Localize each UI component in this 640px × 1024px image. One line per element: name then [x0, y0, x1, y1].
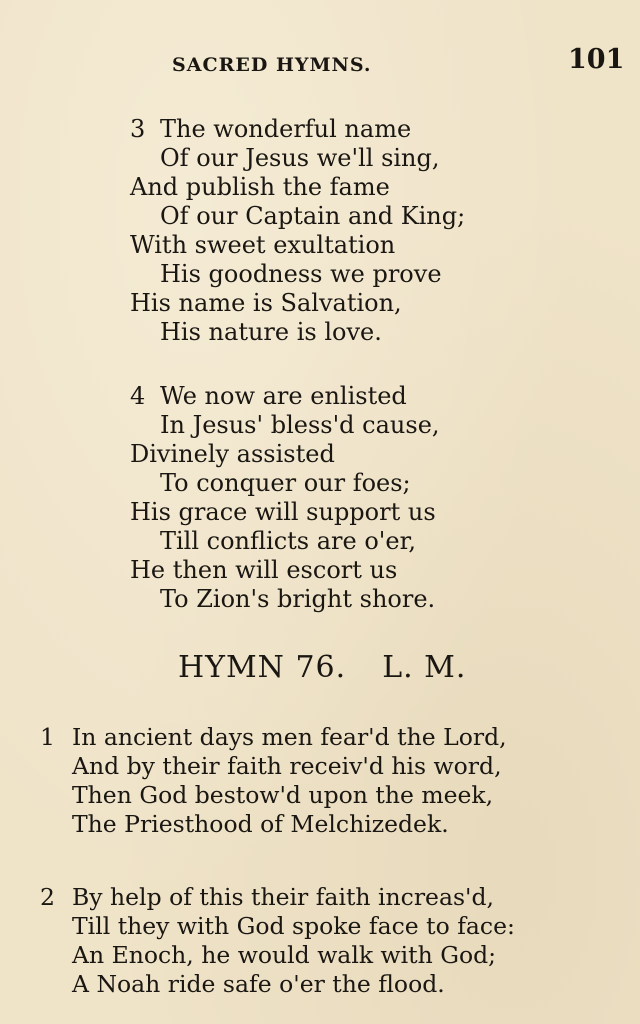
- verse-line: Of our Captain and King;: [160, 202, 466, 230]
- hymn-title: HYMN 76.: [178, 650, 347, 685]
- stanza-number: 4: [130, 382, 146, 410]
- running-title: SACRED HYMNS.: [172, 54, 372, 76]
- line-text: We now are enlisted: [160, 382, 407, 410]
- verse-line: He then will escort us: [130, 556, 398, 584]
- running-head: [0, 44, 640, 82]
- verse-line: In Jesus' bless'd cause,: [160, 411, 440, 439]
- verse-line: Till conflicts are o'er,: [160, 527, 417, 555]
- line-text: By help of this their faith increas'd,: [72, 883, 495, 911]
- stanza-number: 3: [130, 115, 146, 143]
- hymn-stanza-1: [40, 723, 507, 839]
- verse-line: And publish the fame: [130, 173, 390, 201]
- stanza-number: 2: [40, 883, 55, 911]
- verse-line: To conquer our foes;: [160, 469, 411, 497]
- verse-line: His goodness we prove: [160, 260, 442, 288]
- line-text: The wonderful name: [160, 115, 412, 143]
- verse-line: With sweet exultation: [130, 231, 396, 259]
- verse-line: His grace will support us: [130, 498, 436, 526]
- verse-line: A Noah ride safe o'er the flood.: [72, 970, 445, 998]
- verse-line: Of our Jesus we'll sing,: [160, 144, 440, 172]
- verse-line: Till they with God spoke face to face:: [72, 912, 515, 940]
- line-text: In ancient days men fear'd the Lord,: [72, 723, 507, 751]
- verse-line: The Priesthood of Melchizedek.: [72, 810, 449, 838]
- page-number: 101: [568, 44, 625, 75]
- verse-line: Divinely assisted: [130, 440, 335, 468]
- verse-line: His name is Salvation,: [130, 289, 402, 317]
- stanza-4: [130, 382, 440, 614]
- verse-line: An Enoch, he would walk with God;: [72, 941, 497, 969]
- hymn-heading: [0, 648, 640, 688]
- hymn-stanza-2: [40, 883, 515, 999]
- verse-line: [40, 723, 507, 752]
- verse-line: [130, 382, 440, 411]
- hymn-meter: L. M.: [382, 650, 467, 685]
- stanza-number: 1: [40, 723, 55, 751]
- stanza-3: [130, 115, 465, 347]
- verse-line: [40, 883, 515, 912]
- verse-line: His nature is love.: [160, 318, 382, 346]
- verse-line: And by their faith receiv'd his word,: [72, 752, 502, 780]
- verse-line: To Zion's bright shore.: [160, 585, 436, 613]
- verse-line: Then God bestow'd upon the meek,: [72, 781, 494, 809]
- verse-line: [130, 115, 465, 144]
